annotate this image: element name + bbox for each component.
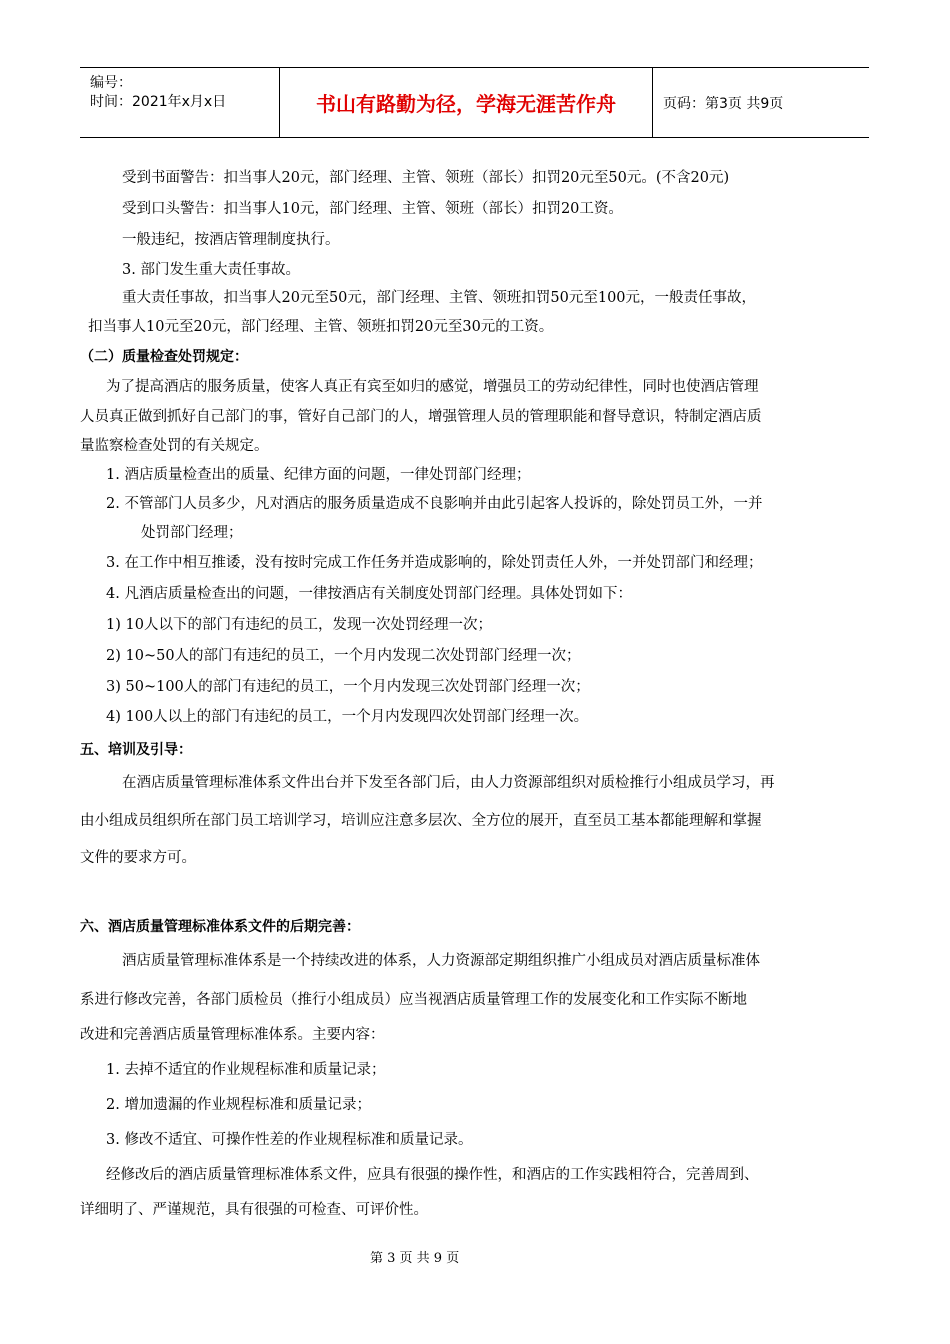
paragraph-line: 经修改后的酒店质量管理标准体系文件，应具有很强的操作性，和酒店的工作实践相符合，完善周到、 (106, 1167, 759, 1183)
list-item: 2. 增加遗漏的作业规程标准和质量记录； (106, 1097, 371, 1113)
list-item: 2. 不管部门人员多少，凡对酒店的服务质量造成不良影响并由此引起客人投诉的，除处罚员工外，一并 (106, 496, 763, 512)
paragraph-line: 扣当事人10元至20元，部门经理、主管、领班扣罚20元至30元的工资。 (88, 319, 554, 335)
document-date: 时间：2021年x月x日 (90, 94, 227, 110)
sub-list-item: 2) 10~50人的部门有违纪的员工，一个月内发现二次处罚部门经理一次； (106, 648, 581, 664)
paragraph-line: 改进和完善酒店质量管理标准体系。主要内容： (80, 1027, 385, 1043)
paragraph-line: 重大责任事故，扣当事人20元至50元，部门经理、主管、领班扣罚50元至100元，一般责任事故， (122, 290, 757, 306)
header-meta (80, 68, 280, 137)
paragraph-line: 酒店质量管理标准体系是一个持续改进的体系，人力资源部定期组织推广小组成员对酒店质量标准体 (122, 953, 760, 969)
sub-list-item: 3) 50~100人的部门有违纪的员工，一个月内发现三次处罚部门经理一次； (106, 679, 590, 695)
paragraph-line: 系进行修改完善，各部门质检员（推行小组成员）应当视酒店质量管理工作的发展变化和工作实际不断地 (80, 992, 747, 1008)
sub-list-item: 1) 10人以下的部门有违纪的员工，发现一次处罚经理一次； (106, 617, 492, 633)
page-footer: 第 3 页 共 9 页 (370, 1251, 460, 1266)
paragraph-line: 详细明了、严谨规范，具有很强的可检查、可评价性。 (80, 1202, 428, 1218)
list-item-continuation: 处罚部门经理； (141, 525, 243, 541)
section-heading: （二）质量检查处罚规定： (80, 349, 248, 365)
section-heading: 五、培训及引导： (80, 742, 192, 758)
section-heading: 六、酒店质量管理标准体系文件的后期完善： (80, 919, 360, 935)
list-item: 1. 去掉不适宜的作业规程标准和质量记录； (106, 1062, 386, 1078)
paragraph-line: 人员真正做到抓好自己部门的事，管好自己部门的人，增强管理人员的管理职能和督导意识，特制定酒店质 (80, 409, 762, 425)
list-item: 3. 修改不适宜、可操作性差的作业规程标准和质量记录。 (106, 1132, 473, 1148)
paragraph-line: 一般违纪，按酒店管理制度执行。 (122, 232, 340, 248)
paragraph-line: 3. 部门发生重大责任事故。 (122, 262, 300, 278)
paragraph-line: 受到口头警告：扣当事人10元，部门经理、主管、领班（部长）扣罚20工资。 (122, 201, 623, 217)
sub-list-item: 4) 100人以上的部门有违纪的员工，一个月内发现四次处罚部门经理一次。 (106, 709, 589, 725)
document-number-label: 编号： (90, 75, 132, 91)
paragraph-line: 量监察检查处罚的有关规定。 (80, 438, 269, 454)
list-item: 4. 凡酒店质量检查出的问题，一律按酒店有关制度处罚部门经理。具体处罚如下： (106, 586, 632, 602)
header-motto: 书山有路勤为径，学海无涯苦作舟 (280, 68, 653, 137)
paragraph-line: 为了提高酒店的服务质量，使客人真正有宾至如归的感觉，增强员工的劳动纪律性，同时也使酒店管理 (106, 379, 759, 395)
paragraph-line: 由小组成员组织所在部门员工培训学习，培训应注意多层次、全方位的展开，直至员工基本都能理解和掌握 (80, 813, 762, 829)
list-item: 1. 酒店质量检查出的质量、纪律方面的问题，一律处罚部门经理； (106, 467, 531, 483)
paragraph-line: 在酒店质量管理标准体系文件出台并下发至各部门后，由人力资源部组织对质检推行小组成员学习，再 (122, 775, 775, 791)
header-page-number: 页码：第3页 共9页 (663, 95, 784, 112)
list-item: 3. 在工作中相互推诿，没有按时完成工作任务并造成影响的，除处罚责任人外，一并处罚部门和经理； (106, 555, 763, 571)
paragraph-line: 受到书面警告：扣当事人20元，部门经理、主管、领班（部长）扣罚20元至50元。(不含20元) (122, 170, 730, 186)
paragraph-line: 文件的要求方可。 (80, 850, 196, 866)
page-header (80, 67, 869, 138)
